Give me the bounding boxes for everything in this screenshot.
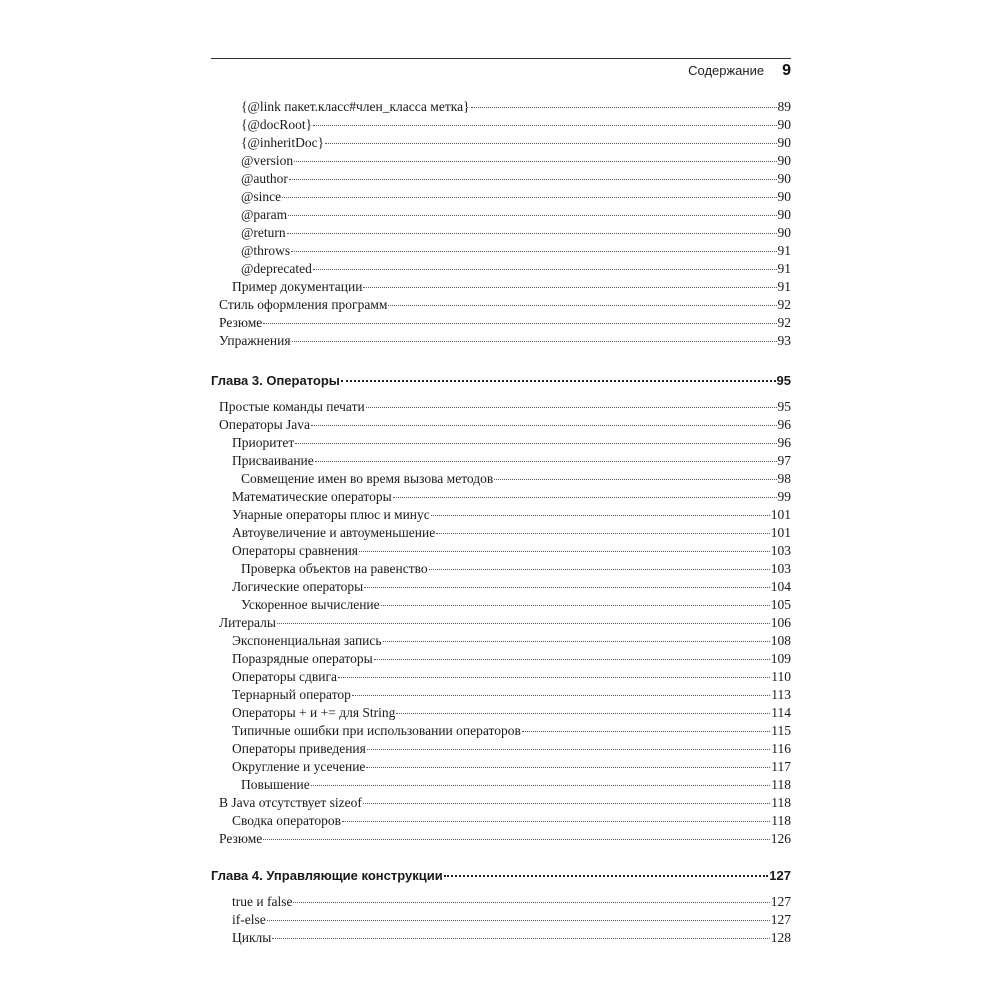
toc-entry-page: 127: [770, 912, 791, 927]
toc-entry-page: 95: [776, 373, 791, 388]
toc-entry-page: 106: [770, 615, 791, 630]
dot-leader: [292, 340, 777, 342]
toc-entry: [241, 596, 791, 614]
toc-entry-page: 90: [777, 135, 791, 150]
dot-leader: [313, 268, 777, 270]
toc-entry-title: Повышение: [241, 777, 310, 792]
dot-leader: [293, 901, 769, 903]
toc-entry-page: 114: [771, 705, 791, 720]
toc-entry: [241, 188, 791, 206]
toc-entry-title: Типичные ошибки при использовании операторов: [232, 723, 521, 738]
toc-entry-page: 105: [770, 597, 791, 612]
toc-entry-title: Резюме: [219, 315, 263, 330]
toc-entry: [241, 98, 791, 116]
dot-leader: [363, 802, 770, 804]
toc-entry-page: 95: [777, 399, 791, 414]
toc-entry-title: Циклы: [232, 930, 272, 945]
toc-entry-title: Операторы сравнения: [232, 543, 359, 558]
toc-entry: [232, 488, 791, 506]
toc-entry-page: 118: [771, 813, 791, 828]
dot-leader: [294, 160, 776, 162]
toc-entry-title: Резюме: [219, 831, 263, 846]
dot-leader: [366, 406, 777, 408]
toc-entry-page: 104: [770, 579, 791, 594]
toc-entry-page: 118: [771, 777, 791, 792]
toc-entry: [219, 398, 791, 416]
toc-entry-page: 90: [777, 225, 791, 240]
toc-entry-page: 89: [777, 99, 791, 114]
toc-entry-page: 93: [777, 333, 791, 348]
toc-entry-page: 92: [777, 297, 791, 312]
toc-entry-title: Операторы сдвига: [232, 669, 338, 684]
toc-entry-page: 97: [777, 453, 791, 468]
dot-leader: [315, 460, 777, 462]
toc-entry: [241, 242, 791, 260]
toc-entry-title: Операторы + и += для String: [232, 705, 396, 720]
toc-entry: [241, 224, 791, 242]
toc-entry: [232, 740, 791, 758]
toc-entry: [232, 812, 791, 830]
toc-entry: [232, 668, 791, 686]
toc-entry-title: @since: [241, 189, 282, 204]
dot-leader: [325, 142, 776, 144]
dot-leader: [311, 784, 770, 786]
toc-entry: [219, 296, 791, 314]
dot-leader: [313, 124, 776, 126]
toc-entry: [241, 170, 791, 188]
toc-entry-title: Присваивание: [232, 453, 314, 468]
toc-entry-title: Стиль оформления программ: [219, 297, 388, 312]
toc-entry-page: 90: [777, 153, 791, 168]
toc-entry: [241, 776, 791, 794]
toc-entry: [232, 434, 791, 452]
toc-entry: [232, 524, 791, 542]
toc-entry-page: 117: [771, 759, 791, 774]
toc-entry-page: 90: [777, 189, 791, 204]
dot-leader: [522, 730, 770, 732]
toc-entry: [232, 929, 791, 947]
toc-entry-title: Ускоренное вычисление: [241, 597, 380, 612]
toc-entry: [232, 893, 791, 911]
toc-entry: [232, 758, 791, 776]
toc-entry: [232, 542, 791, 560]
dot-leader: [277, 622, 770, 624]
dot-leader: [494, 478, 776, 480]
toc-entry: [232, 278, 791, 296]
toc-entry-page: 118: [771, 795, 791, 810]
dot-leader: [388, 304, 776, 306]
toc-entry-title: Сводка операторов: [232, 813, 341, 828]
toc-entry-title: Операторы приведения: [232, 741, 366, 756]
toc-entry: [241, 116, 791, 134]
toc-entry: [232, 704, 791, 722]
dot-leader: [381, 604, 770, 606]
toc-entry-title: Округление и усечение: [232, 759, 366, 774]
toc-chapter-entry: [211, 372, 791, 390]
toc-entry-page: 128: [770, 930, 791, 945]
toc-entry-page: 90: [777, 171, 791, 186]
toc-entry: [219, 794, 791, 812]
dot-leader: [359, 550, 770, 552]
toc-entry-page: 103: [770, 561, 791, 576]
dot-leader: [393, 496, 777, 498]
toc-entry-title: Экспоненциальная запись: [232, 633, 382, 648]
toc-entry-title: if-else: [232, 912, 266, 927]
toc-entry-page: 116: [771, 741, 791, 756]
toc-entry-page: 109: [770, 651, 791, 666]
toc-entry: [241, 152, 791, 170]
dot-leader: [267, 919, 770, 921]
dot-leader: [263, 838, 769, 840]
toc-entry-title: {@link пакет.класс#член_класса метка}: [241, 99, 470, 114]
toc-entry-title: Математические операторы: [232, 489, 392, 504]
dot-leader: [311, 424, 776, 426]
toc-entry-page: 113: [771, 687, 791, 702]
running-head: [688, 62, 791, 82]
toc-entry: [219, 830, 791, 848]
toc-entry-page: 127: [770, 894, 791, 909]
dot-leader: [289, 178, 777, 180]
toc-entry-title: {@inheritDoc}: [241, 135, 325, 150]
toc-entry-title: @deprecated: [241, 261, 312, 276]
toc-entry-page: 96: [777, 435, 791, 450]
dot-leader: [364, 586, 770, 588]
toc-entry-title: @throws: [241, 243, 291, 258]
dot-leader: [429, 568, 770, 570]
toc-entry-title: Проверка объектов на равенство: [241, 561, 428, 576]
dot-leader: [342, 820, 770, 822]
toc-entry-title: Приоритет: [232, 435, 295, 450]
toc-entry-title: Упражнения: [219, 333, 291, 348]
dot-leader: [282, 196, 776, 198]
dot-leader: [295, 442, 776, 444]
toc-entry-title: true и false: [232, 894, 293, 909]
toc-entry: [241, 260, 791, 278]
toc-entry-page: 101: [770, 507, 791, 522]
dot-leader: [396, 712, 770, 714]
toc-entry-page: 91: [777, 279, 791, 294]
toc-entry-title: В Java отсутствует sizeof: [219, 795, 362, 810]
toc-entry: [241, 206, 791, 224]
toc-entry: [232, 632, 791, 650]
toc-entry: [232, 686, 791, 704]
toc-entry: [219, 314, 791, 332]
page-number: 9: [782, 62, 791, 79]
toc-entry-title: Глава 4. Управляющие конструкции: [211, 868, 443, 883]
toc-entry: [219, 332, 791, 350]
dot-leader: [444, 874, 769, 877]
toc-chapter-entry: [211, 867, 791, 885]
toc-entry: [241, 134, 791, 152]
toc-entry-page: 127: [769, 868, 791, 883]
toc-entry-page: 90: [777, 117, 791, 132]
toc-entry-title: {@docRoot}: [241, 117, 313, 132]
dot-leader: [471, 106, 777, 108]
toc-entry-page: 90: [777, 207, 791, 222]
toc-entry-page: 96: [777, 417, 791, 432]
dot-leader: [341, 379, 776, 382]
dot-leader: [374, 658, 770, 660]
toc-entry: [232, 650, 791, 668]
toc-entry-title: Литералы: [219, 615, 276, 630]
toc-entry-page: 92: [777, 315, 791, 330]
dot-leader: [431, 514, 770, 516]
toc-entry-title: Автоувеличение и автоуменьшение: [232, 525, 436, 540]
toc-entry: [241, 560, 791, 578]
toc-entry-page: 101: [770, 525, 791, 540]
toc-entry-page: 98: [777, 471, 791, 486]
book-page: [211, 0, 791, 1000]
toc-entry: [219, 614, 791, 632]
toc-entry: [232, 506, 791, 524]
toc-entry-title: Логические операторы: [232, 579, 364, 594]
toc-entry-page: 115: [771, 723, 791, 738]
dot-leader: [383, 640, 770, 642]
header-rule: [211, 58, 791, 59]
toc-entry-title: Глава 3. Операторы: [211, 373, 340, 388]
toc-entry-page: 103: [770, 543, 791, 558]
toc-entry-title: Совмещение имен во время вызова методов: [241, 471, 494, 486]
toc-entry-title: @author: [241, 171, 288, 186]
toc-entry-title: Тернарный оператор: [232, 687, 351, 702]
toc-entry-page: 108: [770, 633, 791, 648]
toc-entry-page: 91: [777, 261, 791, 276]
dot-leader: [338, 676, 770, 678]
toc-entry-page: 126: [770, 831, 791, 846]
toc-entry-title: Простые команды печати: [219, 399, 365, 414]
toc-entry-title: @param: [241, 207, 288, 222]
dot-leader: [287, 232, 777, 234]
dot-leader: [366, 766, 770, 768]
toc-entry: [219, 416, 791, 434]
dot-leader: [436, 532, 770, 534]
dot-leader: [352, 694, 770, 696]
toc-entry-title: Унарные операторы плюс и минус: [232, 507, 430, 522]
dot-leader: [272, 937, 769, 939]
toc-entry-title: @return: [241, 225, 286, 240]
toc-entry-page: 110: [771, 669, 791, 684]
toc-entry: [232, 578, 791, 596]
dot-leader: [363, 286, 776, 288]
dot-leader: [288, 214, 776, 216]
toc-entry: [232, 452, 791, 470]
toc-entry: [241, 470, 791, 488]
dot-leader: [367, 748, 770, 750]
dot-leader: [291, 250, 776, 252]
dot-leader: [263, 322, 776, 324]
toc-entry-page: 91: [777, 243, 791, 258]
toc-entry: [232, 722, 791, 740]
toc-entry-title: Операторы Java: [219, 417, 311, 432]
toc-entry: [232, 911, 791, 929]
toc-entry-title: @version: [241, 153, 294, 168]
running-title: Содержание: [688, 63, 765, 78]
toc-entry-title: Пример документации: [232, 279, 363, 294]
toc-entry-title: Поразрядные операторы: [232, 651, 373, 666]
toc-entry-page: 99: [777, 489, 791, 504]
